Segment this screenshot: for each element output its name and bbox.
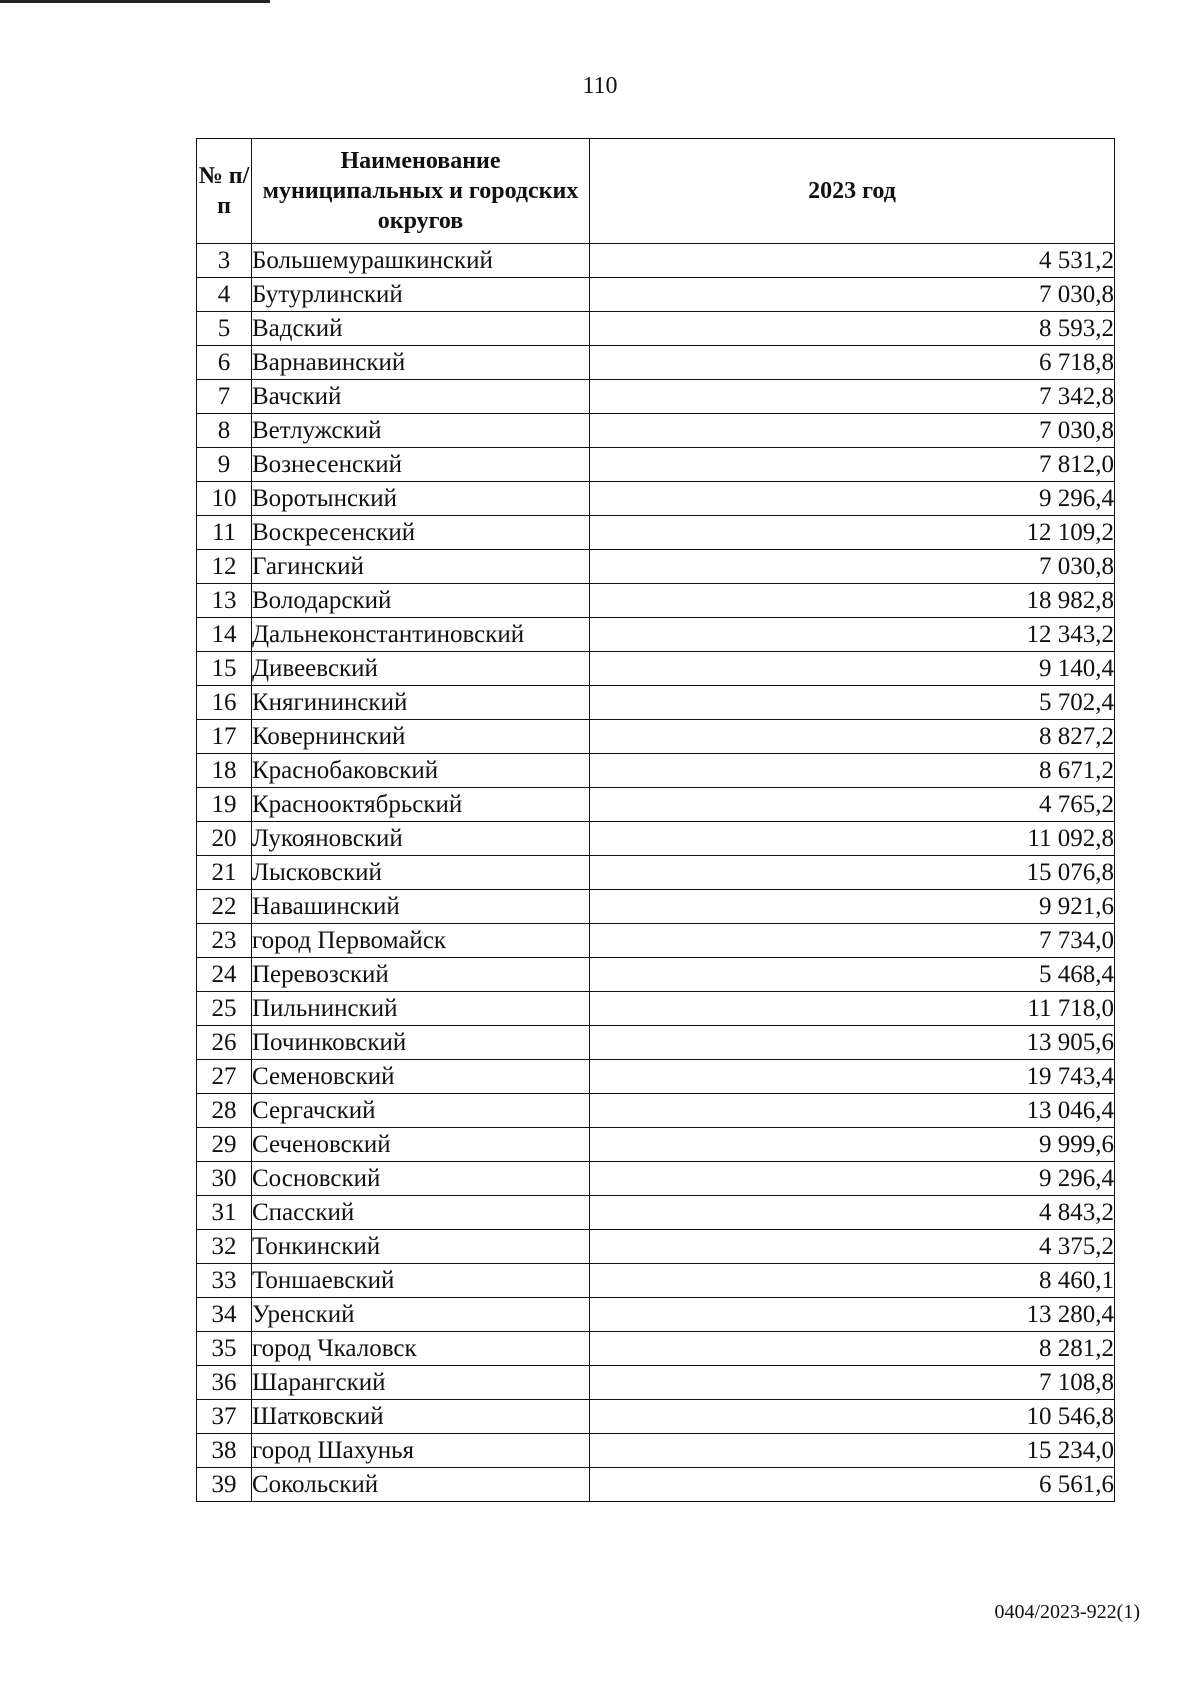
row-number: 32 — [197, 1230, 252, 1264]
value-2023: 7 030,8 — [590, 278, 1115, 312]
row-number: 19 — [197, 788, 252, 822]
row-number: 14 — [197, 618, 252, 652]
value-2023: 9 999,6 — [590, 1128, 1115, 1162]
table-row — [197, 1434, 1115, 1468]
municipality-name: Шатковский — [252, 1400, 590, 1434]
municipality-name: Вачский — [252, 380, 590, 414]
table-row — [197, 1162, 1115, 1196]
value-2023: 8 593,2 — [590, 312, 1115, 346]
value-2023: 13 905,6 — [590, 1026, 1115, 1060]
row-number: 12 — [197, 550, 252, 584]
row-number: 25 — [197, 992, 252, 1026]
row-number: 38 — [197, 1434, 252, 1468]
row-number: 5 — [197, 312, 252, 346]
value-2023: 12 109,2 — [590, 516, 1115, 550]
value-2023: 9 296,4 — [590, 1162, 1115, 1196]
value-2023: 19 743,4 — [590, 1060, 1115, 1094]
table-row — [197, 1264, 1115, 1298]
municipality-name: Воскресенский — [252, 516, 590, 550]
row-number: 11 — [197, 516, 252, 550]
value-2023: 18 982,8 — [590, 584, 1115, 618]
municipality-name: Ветлужский — [252, 414, 590, 448]
row-number: 18 — [197, 754, 252, 788]
value-2023: 9 296,4 — [590, 482, 1115, 516]
row-number: 20 — [197, 822, 252, 856]
value-2023: 9 921,6 — [590, 890, 1115, 924]
row-number: 36 — [197, 1366, 252, 1400]
scan-edge-mark — [0, 0, 270, 3]
table-body — [197, 244, 1115, 1502]
table-row — [197, 992, 1115, 1026]
row-number: 31 — [197, 1196, 252, 1230]
header-number: № п/п — [197, 139, 252, 244]
row-number: 28 — [197, 1094, 252, 1128]
value-2023: 12 343,2 — [590, 618, 1115, 652]
header-municipality-name: Наименование муниципальных и городских округов — [252, 139, 590, 244]
row-number: 34 — [197, 1298, 252, 1332]
table-row — [197, 1468, 1115, 1502]
allocation-table — [196, 138, 1115, 1502]
row-number: 13 — [197, 584, 252, 618]
municipality-name: Сокольский — [252, 1468, 590, 1502]
value-2023: 11 092,8 — [590, 822, 1115, 856]
municipality-name: Сергачский — [252, 1094, 590, 1128]
municipality-name: Княгининский — [252, 686, 590, 720]
table-row — [197, 1060, 1115, 1094]
municipality-name: Большемурашкинский — [252, 244, 590, 278]
table-row — [197, 1400, 1115, 1434]
row-number: 8 — [197, 414, 252, 448]
table-row — [197, 924, 1115, 958]
header-year-2023: 2023 год — [590, 139, 1115, 244]
value-2023: 8 281,2 — [590, 1332, 1115, 1366]
row-number: 30 — [197, 1162, 252, 1196]
municipality-name: Гагинский — [252, 550, 590, 584]
value-2023: 8 827,2 — [590, 720, 1115, 754]
table-row — [197, 822, 1115, 856]
row-number: 26 — [197, 1026, 252, 1060]
municipality-name: Лысковский — [252, 856, 590, 890]
table-row — [197, 1298, 1115, 1332]
table-row — [197, 1230, 1115, 1264]
table-row — [197, 312, 1115, 346]
row-number: 21 — [197, 856, 252, 890]
value-2023: 8 671,2 — [590, 754, 1115, 788]
table-row — [197, 584, 1115, 618]
municipality-name: Дальнеконстантиновский — [252, 618, 590, 652]
municipality-name: Тонкинский — [252, 1230, 590, 1264]
row-number: 33 — [197, 1264, 252, 1298]
municipality-name: город Чкаловск — [252, 1332, 590, 1366]
row-number: 6 — [197, 346, 252, 380]
municipality-name: Ковернинский — [252, 720, 590, 754]
municipality-name: Шарангский — [252, 1366, 590, 1400]
municipality-name: Краснобаковский — [252, 754, 590, 788]
value-2023: 7 734,0 — [590, 924, 1115, 958]
table-row — [197, 890, 1115, 924]
municipality-name: Пильнинский — [252, 992, 590, 1026]
value-2023: 7 030,8 — [590, 550, 1115, 584]
table-row — [197, 380, 1115, 414]
table-row — [197, 516, 1115, 550]
row-number: 35 — [197, 1332, 252, 1366]
value-2023: 8 460,1 — [590, 1264, 1115, 1298]
value-2023: 13 046,4 — [590, 1094, 1115, 1128]
row-number: 7 — [197, 380, 252, 414]
municipality-name: Спасский — [252, 1196, 590, 1230]
municipality-name: Бутурлинский — [252, 278, 590, 312]
table-row — [197, 720, 1115, 754]
row-number: 9 — [197, 448, 252, 482]
table-row — [197, 1026, 1115, 1060]
value-2023: 6 718,8 — [590, 346, 1115, 380]
table-row — [197, 958, 1115, 992]
row-number: 10 — [197, 482, 252, 516]
municipality-name: Починковский — [252, 1026, 590, 1060]
row-number: 3 — [197, 244, 252, 278]
row-number: 29 — [197, 1128, 252, 1162]
value-2023: 7 030,8 — [590, 414, 1115, 448]
table-row — [197, 686, 1115, 720]
row-number: 15 — [197, 652, 252, 686]
municipality-name: город Шахунья — [252, 1434, 590, 1468]
row-number: 16 — [197, 686, 252, 720]
table-row — [197, 414, 1115, 448]
table-row — [197, 482, 1115, 516]
value-2023: 7 108,8 — [590, 1366, 1115, 1400]
row-number: 23 — [197, 924, 252, 958]
table-row — [197, 1332, 1115, 1366]
municipality-name: Дивеевский — [252, 652, 590, 686]
table-row — [197, 448, 1115, 482]
table-row — [197, 550, 1115, 584]
value-2023: 15 076,8 — [590, 856, 1115, 890]
municipality-name: Навашинский — [252, 890, 590, 924]
table-row — [197, 1196, 1115, 1230]
table-row — [197, 244, 1115, 278]
row-number: 24 — [197, 958, 252, 992]
row-number: 37 — [197, 1400, 252, 1434]
value-2023: 4 531,2 — [590, 244, 1115, 278]
municipality-name: Сеченовский — [252, 1128, 590, 1162]
table-row — [197, 856, 1115, 890]
municipality-name: Воротынский — [252, 482, 590, 516]
municipality-name: Перевозский — [252, 958, 590, 992]
row-number: 22 — [197, 890, 252, 924]
document-id: 0404/2023-922(1) — [994, 1601, 1140, 1623]
municipality-name: Тоншаевский — [252, 1264, 590, 1298]
table-header-row — [197, 139, 1115, 244]
table-row — [197, 1094, 1115, 1128]
municipality-name: Уренский — [252, 1298, 590, 1332]
value-2023: 4 765,2 — [590, 788, 1115, 822]
value-2023: 10 546,8 — [590, 1400, 1115, 1434]
page-number: 110 — [582, 73, 618, 99]
municipality-name: Вадский — [252, 312, 590, 346]
value-2023: 4 375,2 — [590, 1230, 1115, 1264]
table-row — [197, 278, 1115, 312]
value-2023: 7 342,8 — [590, 380, 1115, 414]
table-row — [197, 1128, 1115, 1162]
municipality-name: Сосновский — [252, 1162, 590, 1196]
table-row — [197, 1366, 1115, 1400]
value-2023: 4 843,2 — [590, 1196, 1115, 1230]
value-2023: 15 234,0 — [590, 1434, 1115, 1468]
table-row — [197, 788, 1115, 822]
table-row — [197, 652, 1115, 686]
municipality-name: Варнавинский — [252, 346, 590, 380]
municipality-name: Семеновский — [252, 1060, 590, 1094]
row-number: 39 — [197, 1468, 252, 1502]
municipality-name: город Первомайск — [252, 924, 590, 958]
value-2023: 9 140,4 — [590, 652, 1115, 686]
value-2023: 13 280,4 — [590, 1298, 1115, 1332]
value-2023: 11 718,0 — [590, 992, 1115, 1026]
table-row — [197, 346, 1115, 380]
value-2023: 7 812,0 — [590, 448, 1115, 482]
table-row — [197, 618, 1115, 652]
row-number: 27 — [197, 1060, 252, 1094]
municipality-name: Володарский — [252, 584, 590, 618]
value-2023: 6 561,6 — [590, 1468, 1115, 1502]
row-number: 17 — [197, 720, 252, 754]
municipality-name: Краснооктябрьский — [252, 788, 590, 822]
table-row — [197, 754, 1115, 788]
municipality-name: Лукояновский — [252, 822, 590, 856]
row-number: 4 — [197, 278, 252, 312]
value-2023: 5 468,4 — [590, 958, 1115, 992]
value-2023: 5 702,4 — [590, 686, 1115, 720]
municipality-name: Вознесенский — [252, 448, 590, 482]
